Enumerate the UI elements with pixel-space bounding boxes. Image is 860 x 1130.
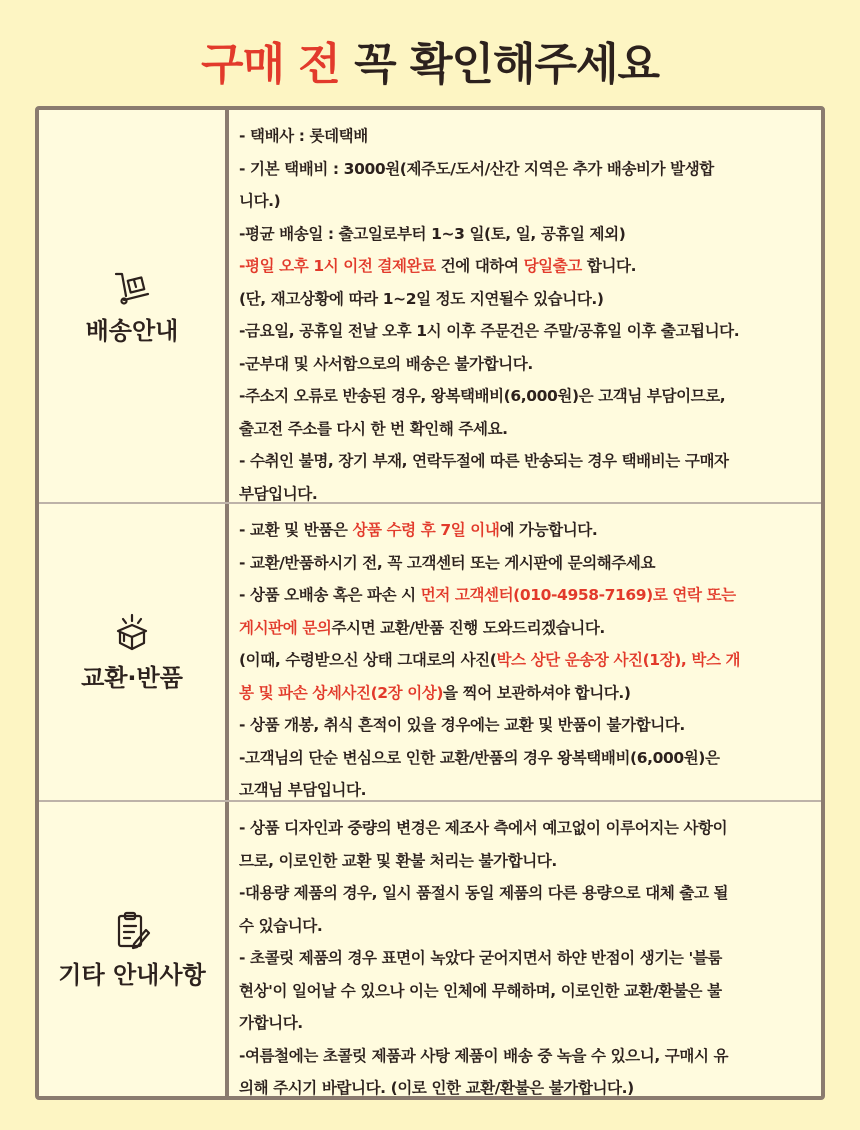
info-line [239,185,813,218]
notice-table [35,106,825,1100]
shipping-section [39,110,821,502]
info-text: 니다.) [239,192,281,210]
shipping-content [239,120,813,510]
info-line [239,380,813,413]
info-line [239,218,813,251]
info-text: -군부대 및 사서함으로의 배송은 불가합니다. [239,354,533,373]
page-title [0,30,860,100]
info-line [239,1040,813,1073]
info-line [239,612,813,645]
highlight-text: 당일출고 [523,257,582,275]
page-title-highlight: 구매 전 [200,39,340,90]
highlight-text: 상품 수령 후 7일 이내 [352,521,500,539]
exchange-return-content [239,514,813,807]
info-text: -여름철에는 초콜릿 제품과 사탕 제품이 배송 중 녹을 수 있으니, 구매시 유 [239,1046,729,1065]
info-text: 의해 주시기 바랍니다. (이로 인한 교환/환불은 불가합니다.) [239,1079,634,1097]
info-text: 출고전 주소를 다시 한 번 확인해 주세요. [239,419,508,438]
info-text: - 교환 및 반품은 [239,521,353,539]
info-line [239,709,813,742]
info-text: 고객님 부담입니다. [239,781,367,799]
highlight-text: 먼저 고객센터(010-4958-7169)로 연락 또는 [420,586,736,604]
info-text: -고객님의 단순 변심으로 인한 교환/반품의 경우 왕복택배비(6,000원)은 [239,748,720,767]
exchange-return-label: 교환·반품 [81,664,183,692]
info-line [239,742,813,775]
info-text: - 교환/반품하시기 전, 꼭 고객센터 또는 게시판에 문의해주세요 [239,553,656,572]
highlight-text: 게시판에 문의 [239,618,332,637]
info-text: 부담입니다. [239,484,318,503]
info-line [239,910,813,943]
other-info-label: 기타 안내사항 [58,961,206,989]
other-info-content [239,812,813,1105]
info-line [239,579,813,612]
info-text: - 상품 개봉, 취식 흔적이 있을 경우에는 교환 및 반품이 불가합니다. [239,716,685,734]
info-text: - 택배사 : 롯데택배 [239,127,368,145]
info-text: - 상품 오배송 혹은 파손 시 [239,586,421,604]
info-line [239,445,813,478]
other-info-header [39,802,229,1098]
info-text: - 초콜릿 제품의 경우 표면이 녹았다 굳어지면서 하얀 반점이 생기는 '블룸 [239,949,722,967]
info-text: -대용량 제품의 경우, 일시 품절시 동일 제품의 다른 용량으로 대체 출고 될 [239,884,729,902]
info-text: 가합니다. [239,1014,303,1032]
info-line [239,514,813,547]
info-line [239,413,813,446]
info-text: 에 가능합니다. [499,521,598,539]
info-line [239,1072,813,1105]
info-text: - 수취인 불명, 장기 부재, 연락두절에 따른 반송되는 경우 택배비는 구매자 [239,452,729,470]
info-text: 합니다. [581,257,637,275]
info-line [239,315,813,348]
highlight-text: 박스 상단 운송장 사진(1장), 박스 개 [496,651,741,669]
return-box-icon [110,611,154,655]
info-line [239,547,813,580]
page-title-rest: 꼭 확인해주세요 [354,39,660,90]
info-line [239,677,813,710]
exchange-return-section [39,502,821,802]
highlight-text: -평일 오후 1시 이전 결제완료 [239,257,436,275]
exchange-return-header [39,504,229,802]
info-text: -평균 배송일 : 출고일로부터 1~3 일(토, 일, 공휴일 제외) [239,224,626,243]
shipping-header [39,110,229,502]
info-text: -금요일, 공휴일 전날 오후 1시 이후 주문건은 주말/공휴일 이후 출고됩니다. [239,322,740,340]
info-text: (단, 재고상황에 따라 1~2일 정도 지연될수 있습니다.) [239,289,604,308]
info-line [239,644,813,677]
info-text: 주시면 교환/반품 진행 도와드리겠습니다. [331,618,605,637]
info-line [239,283,813,316]
info-line [239,153,813,186]
info-line [239,812,813,845]
info-line [239,120,813,153]
info-line [239,250,813,283]
info-text: -주소지 오류로 반송된 경우, 왕복택배비(6,000원)은 고객님 부담이므로, [239,387,726,405]
shipping-label: 배송안내 [85,317,179,345]
info-line [239,975,813,1008]
info-line [239,845,813,878]
info-line [239,1007,813,1040]
info-text: 현상'이 일어날 수 있으나 이는 인체에 무해하며, 이로인한 교환/환불은 불 [239,981,722,1000]
info-text: (이때, 수령받으신 상태 그대로의 사진( [239,651,497,669]
info-text: - 상품 디자인과 중량의 변경은 제조사 측에서 예고없이 이루어지는 사항이 [239,819,728,837]
info-text: 수 있습니다. [239,916,323,935]
other-info-section [39,800,821,1098]
clipboard-pen-icon [110,908,154,952]
info-text: - 기본 택배비 : 3000원(제주도/도서/산간 지역은 추가 배송비가 발생합 [239,159,714,178]
info-line [239,942,813,975]
highlight-text: 봉 및 파손 상세사진(2장 이상) [239,683,444,702]
info-text: 을 찍어 보관하셔야 합니다.) [443,683,631,702]
info-line [239,877,813,910]
info-text: 건에 대하여 [435,257,524,275]
info-line [239,348,813,381]
info-text: 므로, 이로인한 교환 및 환불 처리는 불가합니다. [239,851,557,870]
delivery-cart-icon [110,264,154,308]
